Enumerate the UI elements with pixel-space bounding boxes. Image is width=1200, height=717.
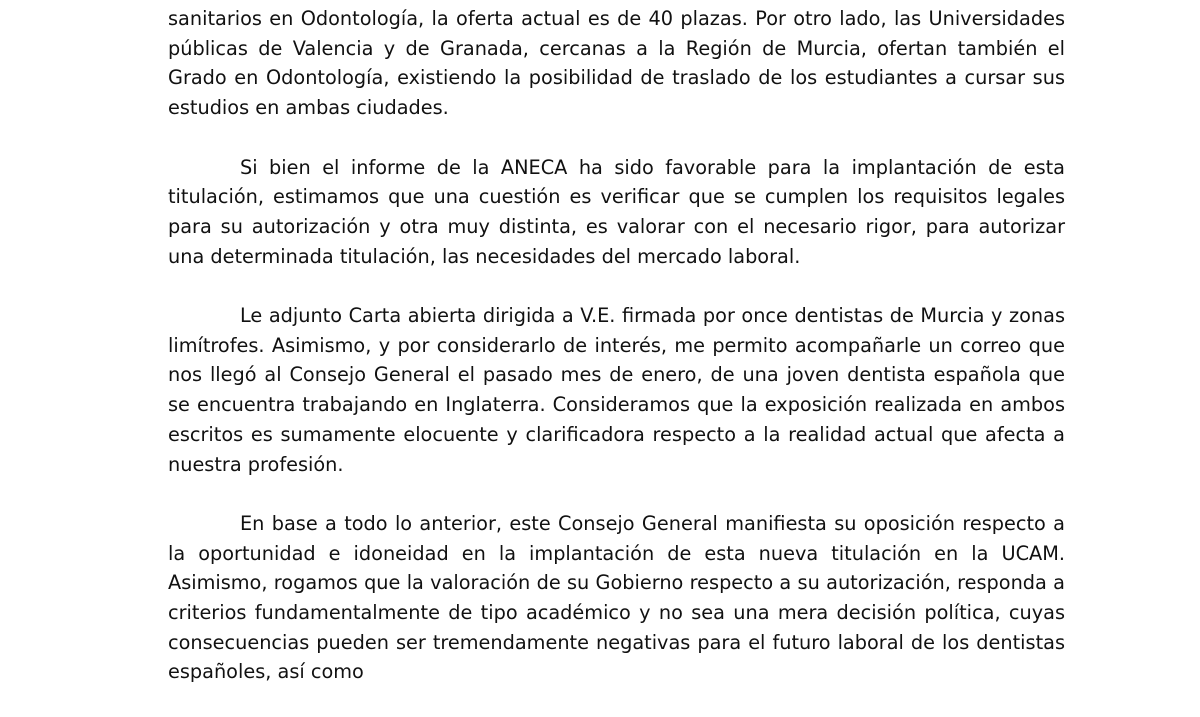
paragraph-4: En base a todo lo anterior, este Consejo General manifiesta su oposición respecto a la oportunidad e idoneidad en la implantación de esta nueva titulación en la UCAM. Asimismo, rogamos que la valoración de su Gobierno respecto a su autorización, responda a criterios fundamentalmente de tipo académico y no sea una mera decisión política, cuyas consecuencias pueden ser tremendamente negativas para el futuro laboral de los dentistas españoles, así como (168, 511, 1065, 684)
document-body (168, 4, 1065, 717)
paragraph-3: Le adjunto Carta abierta dirigida a V.E. firmada por once dentistas de Murcia y zonas limítrofes. Asimismo, y por considerarlo de interés, me permito acompañarle un correo que nos llegó al Consejo General el pasado mes de enero, de una joven dentista española que se encuentra trabajando en Inglaterra. Consideramos que la exposición realizada en ambos escritos es sumamente elocuente y clarificadora respecto a la realidad actual que afecta a nuestra profesión. (168, 304, 1065, 476)
paragraph-2: Si bien el informe de la ANECA ha sido favorable para la implantación de esta titulación, estimamos que una cuestión es verificar que se cumplen los requisitos legales para su autorización y otra muy distinta, es valorar con el necesario rigor, para autorizar una determinada titulación, las necesidades del mercado laboral. (168, 155, 1065, 268)
paragraph-1: sanitarios en Odontología, la oferta actual es de 40 plazas. Por otro lado, las Universidades públicas de Valencia y de Granada, cercanas a la Región de Murcia, ofertan también el Grado en Odontología, existiendo la posibilidad de traslado de los estudiantes a cursar sus estudios en ambas ciudades. (168, 7, 1065, 120)
